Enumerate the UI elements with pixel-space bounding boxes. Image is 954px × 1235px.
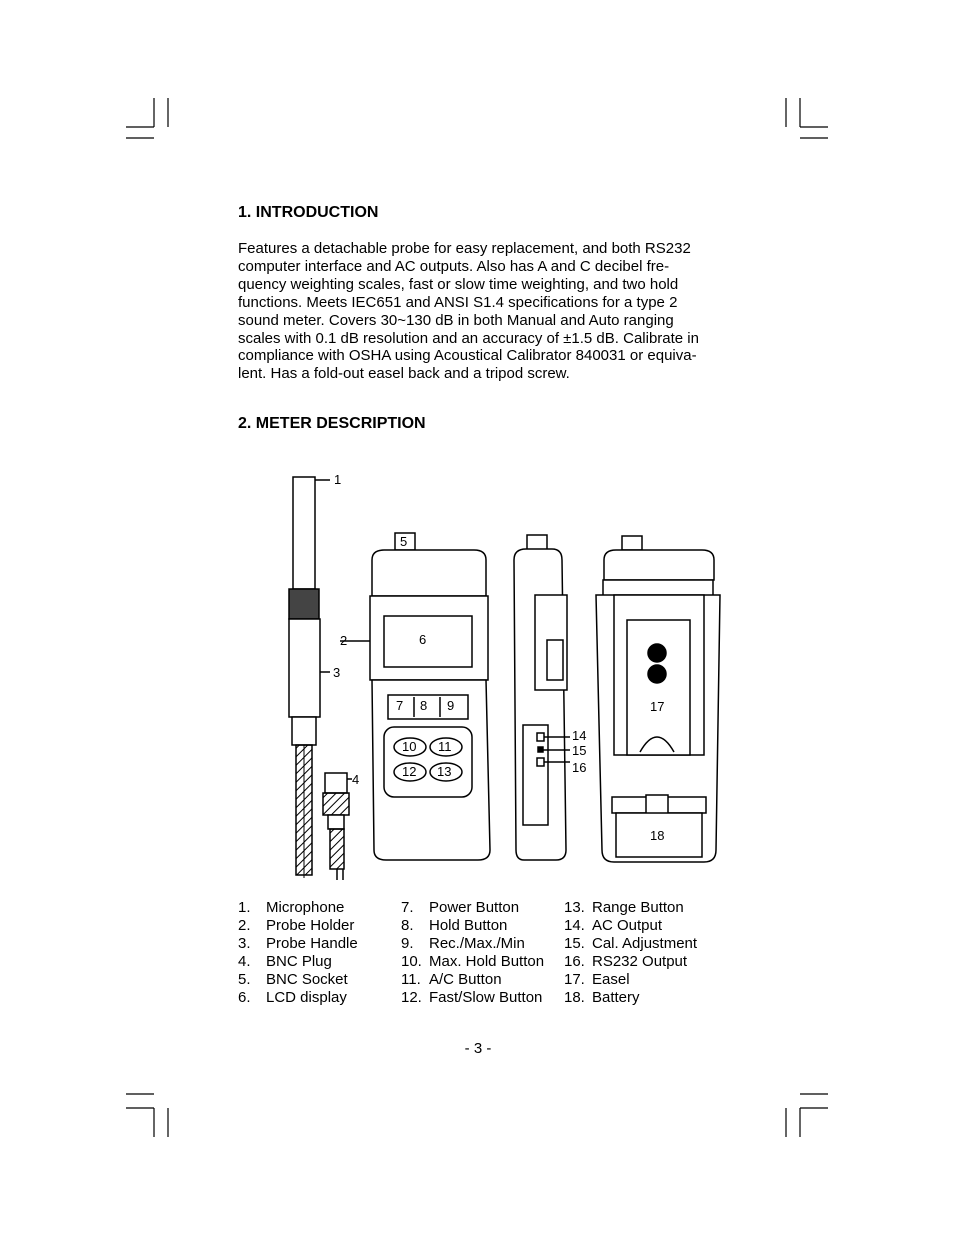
legend-item: 12. Fast/Slow Button	[401, 988, 543, 1006]
meter-side-view	[514, 535, 570, 860]
callout-11: 11	[438, 739, 452, 754]
paragraph-line: scales with 0.1 dB resolution and an accuracy of ±1.5 dB. Calibrate in	[238, 329, 699, 347]
legend-item: 6. LCD display	[238, 988, 347, 1006]
callout-16: 16	[572, 760, 587, 775]
legend-item: 17. Easel	[564, 970, 630, 988]
callout-7: 7	[396, 698, 404, 713]
callout-15: 15	[572, 743, 587, 758]
paragraph-line: compliance with OSHA using Acoustical Calibrator 840031 or equiva-	[238, 347, 697, 365]
legend-item: 10. Max. Hold Button	[401, 952, 545, 970]
callout-14: 14	[572, 728, 587, 743]
callout-13: 13	[437, 764, 452, 779]
callout-3: 3	[333, 665, 341, 680]
legend-item: 14. AC Output	[564, 916, 663, 934]
paragraph-line: Features a detachable probe for easy replacement, and both RS232	[238, 240, 691, 257]
callout-4: 4	[352, 772, 360, 787]
legend-item: 15. Cal. Adjustment	[564, 934, 698, 952]
section-1-heading: 1. INTRODUCTION	[238, 204, 379, 221]
callout-5: 5	[400, 534, 408, 549]
meter-front-view	[370, 533, 490, 860]
legend-item: 13. Range Button	[564, 899, 684, 916]
legend-item: 7. Power Button	[401, 899, 520, 916]
callout-10: 10	[402, 739, 417, 754]
legend-item: 5. BNC Socket	[238, 970, 348, 988]
legend-item: 1. Microphone	[238, 899, 345, 916]
legend-column-3	[564, 899, 697, 1006]
callout-8: 8	[420, 698, 428, 713]
paragraph-line: lent. Has a fold-out easel back and a tripod screw.	[238, 365, 570, 383]
callout-2: 2	[340, 633, 348, 648]
paragraph-line: functions. Meets IEC651 and ANSI S1.4 specifications for a type 2	[238, 293, 678, 311]
page-number: - 3 -	[464, 1040, 492, 1057]
legend-item: 9. Rec./Max./Min	[401, 934, 525, 952]
legend-item: 8. Hold Button	[401, 916, 508, 934]
callout-17: 17	[650, 699, 665, 714]
paragraph-line: sound meter. Covers 30~130 dB in both Manual and Auto ranging	[238, 311, 674, 329]
paragraph-line: quency weighting scales, fast or slow time weighting, and two hold	[238, 275, 679, 293]
section-2-heading: 2. METER DESCRIPTION	[238, 415, 426, 432]
legend-item: 18. Battery	[564, 988, 640, 1006]
callout-6: 6	[419, 632, 427, 647]
legend-item: 11. A/C Button	[401, 970, 502, 988]
legend-item: 4. BNC Plug	[238, 952, 332, 970]
callout-1: 1	[334, 472, 342, 487]
legend-item: 3. Probe Handle	[238, 934, 358, 952]
callout-9: 9	[447, 698, 455, 713]
callout-12: 12	[402, 764, 417, 779]
legend-column-1	[238, 899, 358, 1006]
legend-item: 16. RS232 Output	[564, 952, 688, 970]
legend-item: 2. Probe Holder	[238, 916, 355, 934]
callout-18: 18	[650, 828, 665, 843]
legend-column-2	[401, 899, 544, 1006]
paragraph-line: computer interface and AC outputs. Also has A and C decibel fre-	[238, 257, 670, 275]
